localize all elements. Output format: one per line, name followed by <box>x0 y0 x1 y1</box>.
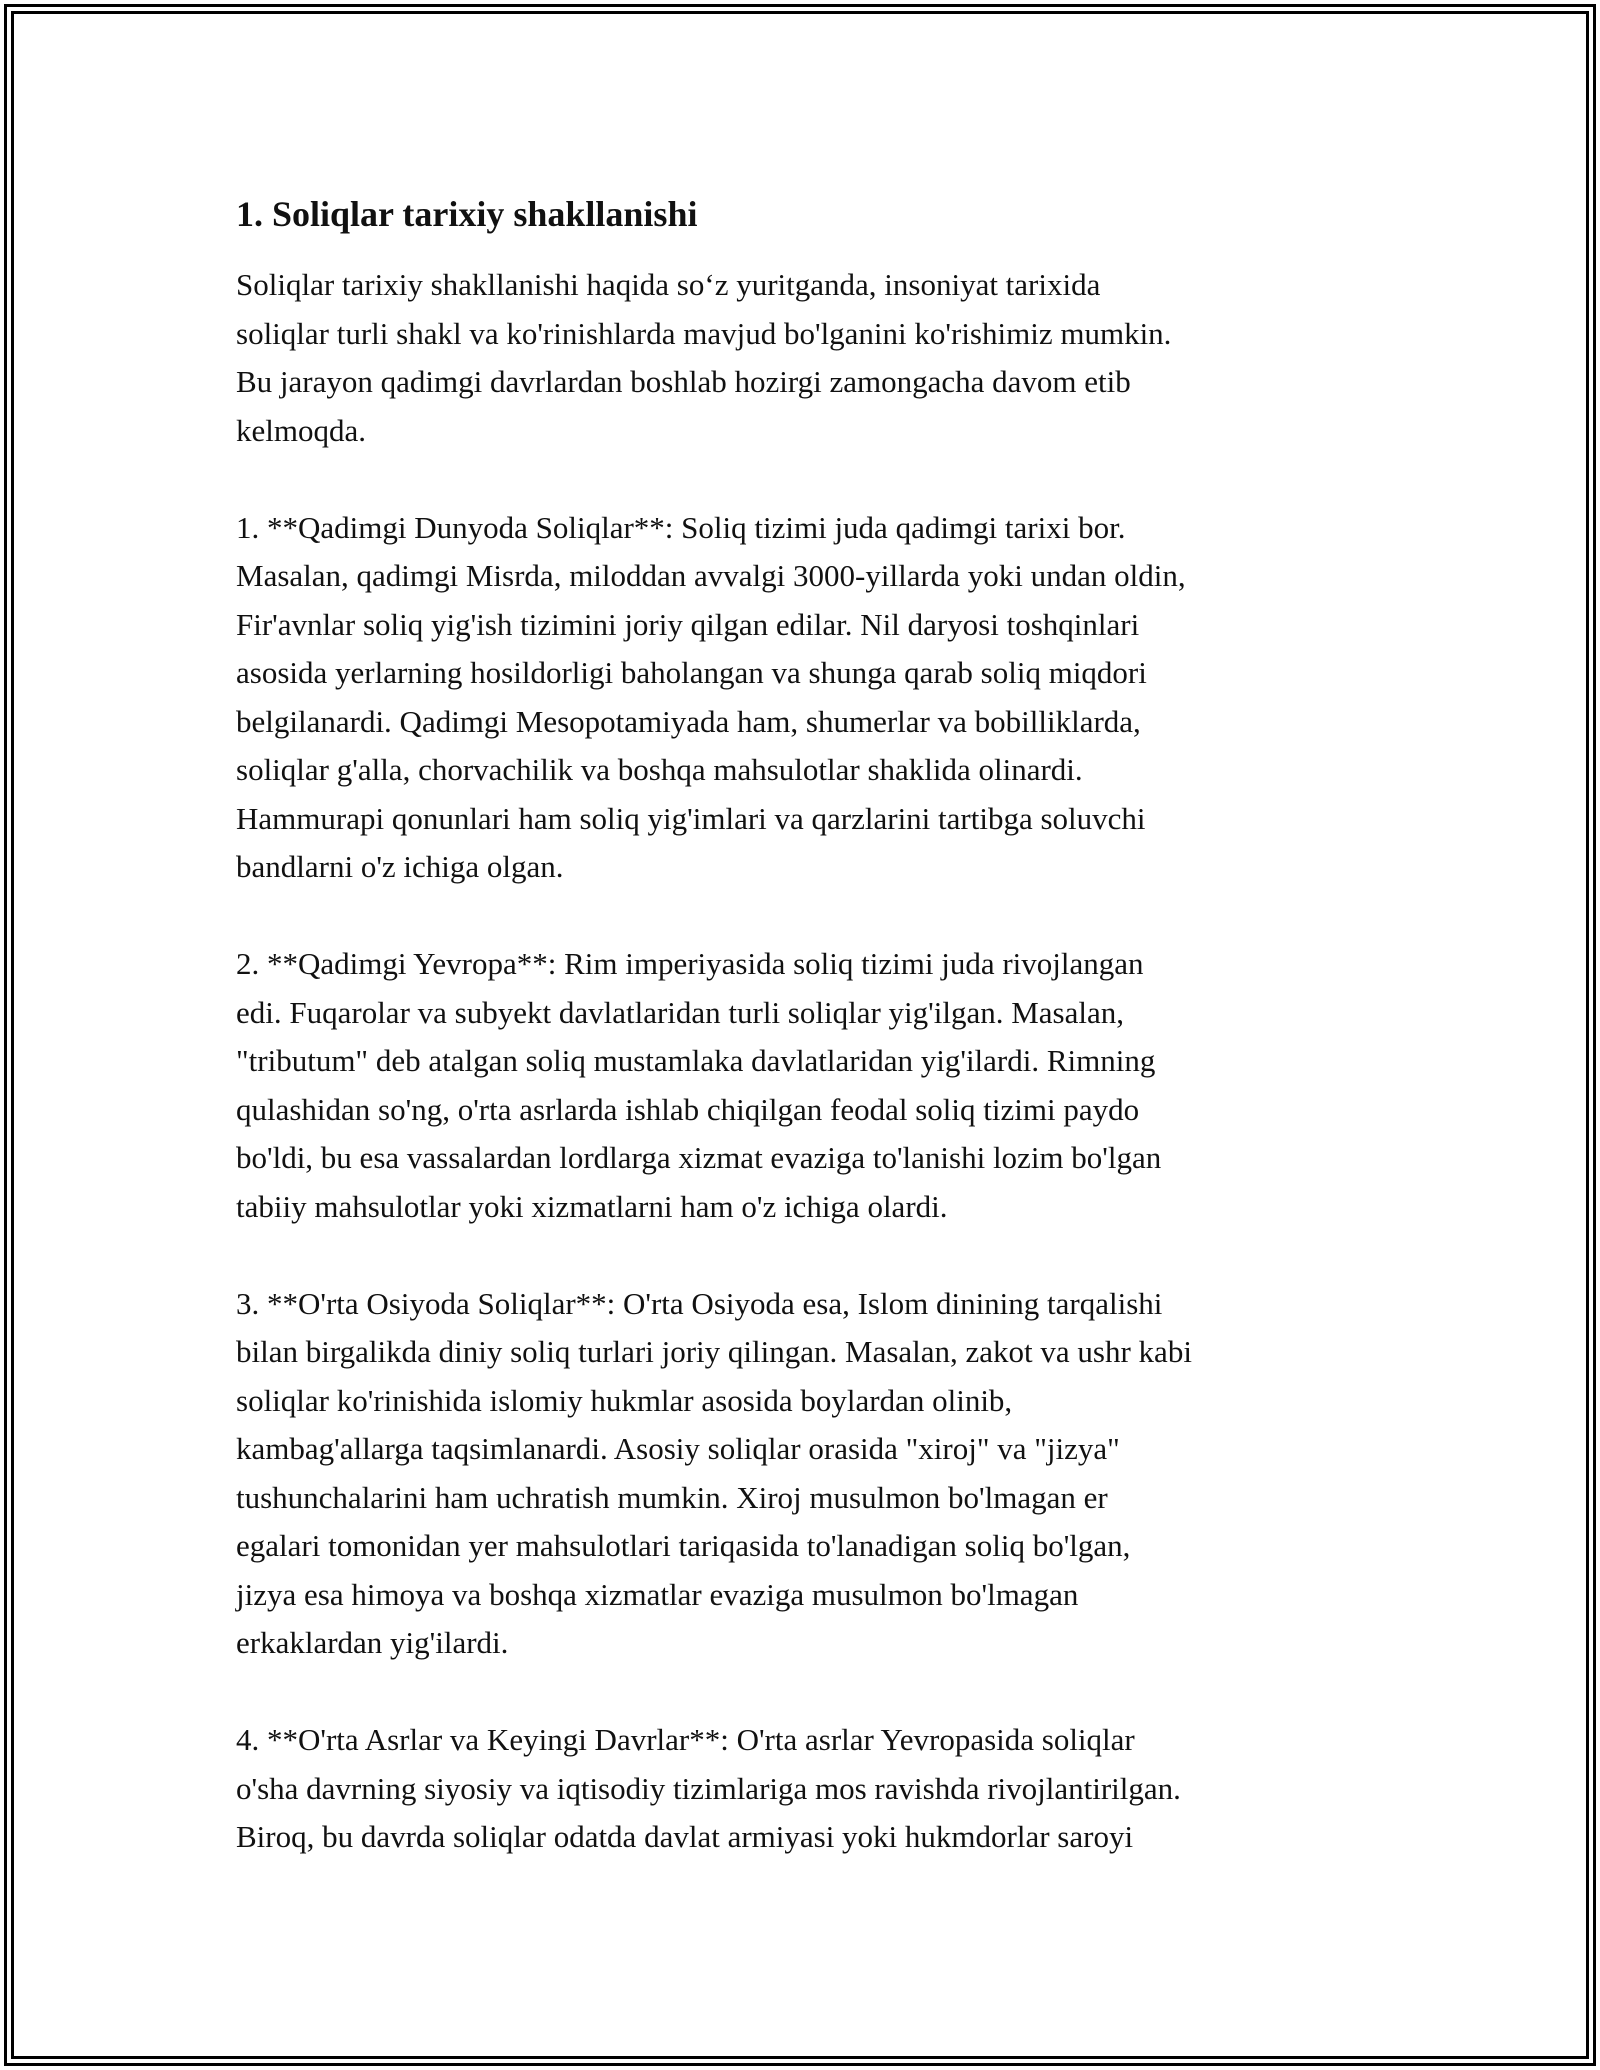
document-body <box>236 190 1386 1862</box>
text-line: soliqlar turli shakl va ko'rinishlarda mavjud bo'lganini ko'rishimiz mumkin. <box>236 315 1172 351</box>
text-line: bilan birgalikda diniy soliq turlari joriy qilingan. Masalan, zakot va ushr kabi <box>236 1334 1192 1369</box>
text-line: tabiiy mahsulotlar yoki xizmatlarni ham o'z ichiga olardi. <box>236 1188 948 1224</box>
text-line: Bu jarayon qadimgi davrlardan boshlab hozirgi zamongacha davom etib <box>236 364 1131 399</box>
paragraph-middle-ages <box>236 1716 1386 1862</box>
text-line: o'sha davrning siyosiy va iqtisodiy tizimlariga mos ravishda rivojlantirilgan. <box>236 1770 1181 1806</box>
text-line: kambag'allarga taqsimlanardi. Asosiy soliqlar orasida "xiroj" va "jizya" <box>236 1431 1120 1466</box>
text-line: bo'ldi, bu esa vassalardan lordlarga xizmat evaziga to'lanishi lozim bo'lgan <box>236 1140 1162 1175</box>
text-line: Soliqlar tarixiy shakllanishi haqida so‘z yuritganda, insoniyat tarixida <box>236 267 1101 302</box>
paragraph-ancient-world <box>236 504 1386 892</box>
paragraph-intro <box>236 261 1386 455</box>
paragraph-ancient-europe <box>236 940 1386 1231</box>
text-line: tushunchalarini ham uchratish mumkin. Xiroj musulmon bo'lmagan er <box>236 1479 1108 1515</box>
text-line: bandlarni o'z ichiga olgan. <box>236 849 564 884</box>
text-line: 1. **Qadimgi Dunyoda Soliqlar**: Soliq tizimi juda qadimgi tarixi bor. <box>236 509 1126 545</box>
text-line: Biroq, bu davrda soliqlar odatda davlat armiyasi yoki hukmdorlar saroyi <box>236 1819 1134 1854</box>
text-line: soliqlar g'alla, chorvachilik va boshqa mahsulotlar shaklida olinardi. <box>236 752 1083 787</box>
text-line: jizya esa himoya va boshqa xizmatlar evaziga musulmon bo'lmagan <box>236 1576 1079 1612</box>
text-line: Masalan, qadimgi Misrda, miloddan avvalgi 3000-yillarda yoki undan oldin, <box>236 558 1186 593</box>
text-line: belgilanardi. Qadimgi Mesopotamiyada ham, shumerlar va bobilliklarda, <box>236 703 1141 739</box>
text-line: qulashidan so'ng, o'rta asrlarda ishlab chiqilgan feodal soliq tizimi paydo <box>236 1091 1140 1127</box>
text-line: edi. Fuqarolar va subyekt davlatlaridan turli soliqlar yig'ilgan. Masalan, <box>236 994 1124 1030</box>
text-line: Fir'avnlar soliq yig'ish tizimini joriy qilgan edilar. Nil daryosi toshqinlari <box>236 606 1140 642</box>
text-line: kelmoqda. <box>236 412 366 448</box>
text-line: 3. **O'rta Osiyoda Soliqlar**: O'rta Osiyoda esa, Islom dinining tarqalishi <box>236 1285 1163 1321</box>
page-title: 1. Soliqlar tarixiy shakllanishi <box>236 194 698 234</box>
text-line: egalari tomonidan yer mahsulotlari tariqasida to'lanadigan soliq bo'lgan, <box>236 1528 1131 1563</box>
paragraph-central-asia <box>236 1280 1386 1668</box>
text-line: erkaklardan yig'ilardi. <box>236 1625 509 1660</box>
text-line: 4. **O'rta Asrlar va Keyingi Davrlar**: O'rta asrlar Yevropasida soliqlar <box>236 1722 1135 1757</box>
text-line: "tributum" deb atalgan soliq mustamlaka davlatlaridan yig'ilardi. Rimning <box>236 1043 1156 1078</box>
text-line: Hammurapi qonunlari ham soliq yig'imlari va qarzlarini tartibga soluvchi <box>236 800 1146 836</box>
text-line: 2. **Qadimgi Yevropa**: Rim imperiyasida soliq tizimi juda rivojlangan <box>236 946 1144 981</box>
text-line: soliqlar ko'rinishida islomiy hukmlar asosida boylardan olinib, <box>236 1382 1013 1418</box>
text-line: asosida yerlarning hosildorligi baholangan va shunga qarab soliq miqdori <box>236 655 1147 690</box>
